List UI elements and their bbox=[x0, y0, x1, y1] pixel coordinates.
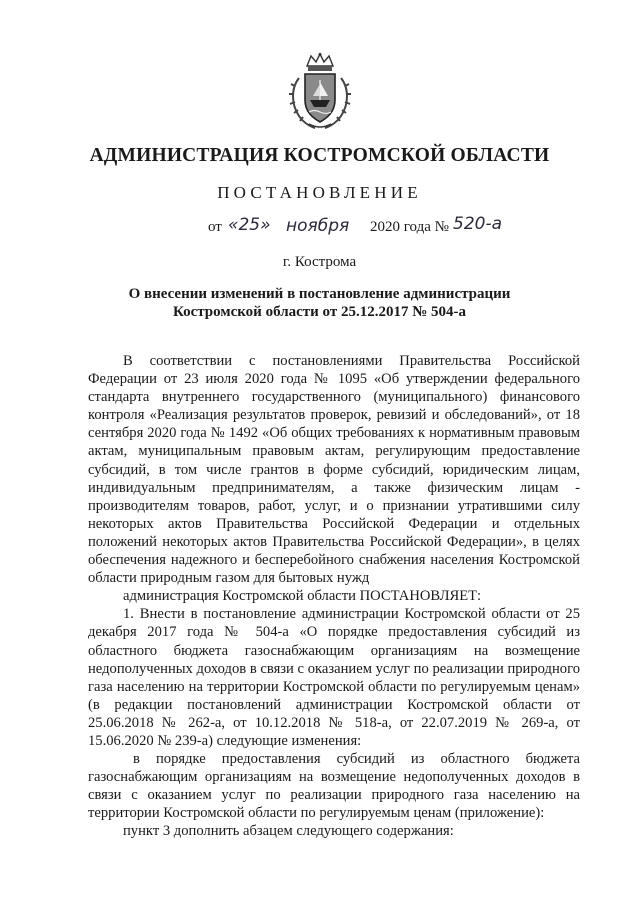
document-body bbox=[88, 352, 580, 841]
clause-1-paragraph: 1. Внести в постановление администрации Костромской области от 25 декабря 2017 года № 504-а «О порядке предоставления субсидий из областного бюджета газоснабжающим организациям на возмещение недополученных доходов в связи с оказанием услуг по реализации природного газа населению на территории Костромской области по регулируемым ценам» (в редакции постановлений администрации Костромской области от 25.06.2018 № 262-а, от 10.12.2018 № 518-а, от 22.07.2019 № 269-а, от 15.06.2020 № 239-а) следующие изменения: bbox=[88, 606, 580, 749]
preamble-paragraph: В соответствии с постановлениями Правительства Российской Федерации от 23 июля 2020 года № 1095 «Об утверждении федерального стандарта внутреннего государственного (муниципального) финансового контроля «Реализация результатов проверок, ревизий и обследований», от 18 сентября 2020 года № 1492 «Об общих требованиях к нормативным правовым актам, муниципальным правовым актам, регулирующим предоставление субсидий, в том числе грантов в форме субсидий, юридическим лицам, индивидуальным предпринимателям, а также физическим лицам - производителям товаров, работ, услуг, и о признании утратившими силу некоторых актов Правительства Российской Федерации и отдельных положений некоторых актов Правительства Российской Федерации», в целях обеспечения надежного и бесперебойного снабжения населения Костромской области природным газом для бытовых нужд bbox=[88, 353, 580, 587]
date-prefix: от bbox=[208, 219, 222, 235]
date-day: «25» bbox=[228, 215, 271, 235]
document-date-line bbox=[200, 213, 530, 239]
city-name: г. Кострома bbox=[282, 254, 357, 270]
document-subject bbox=[80, 285, 559, 321]
point-3-paragraph: пункт 3 дополнить абзацем следующего содержания: bbox=[123, 823, 454, 840]
subject-line-1: О внесении изменений в постановление администрации bbox=[128, 286, 511, 302]
date-year: 2020 года № bbox=[370, 219, 449, 235]
resolution-paragraph: администрация Костромской области ПОСТАНОВЛЯЕТ: bbox=[123, 588, 482, 605]
organization-title: АДМИНИСТРАЦИЯ КОСТРОМСКОЙ ОБЛАСТИ bbox=[89, 145, 550, 166]
procedure-paragraph: в порядке предоставления субсидий из областного бюджета газоснабжающим организациям на возмещение недополученных доходов в связи с оказанием услуг по реализации природного газа населению на территории Костромской области по регулируемым ценам (приложение): bbox=[88, 751, 580, 822]
document-number: 520-а bbox=[453, 214, 502, 234]
date-month: ноября bbox=[286, 216, 350, 236]
document-type: ПОСТАНОВЛЕНИЕ bbox=[217, 183, 422, 202]
subject-line-2: Костромской области от 25.12.2017 № 504-а bbox=[172, 304, 467, 320]
coat-of-arms-icon bbox=[285, 52, 355, 130]
